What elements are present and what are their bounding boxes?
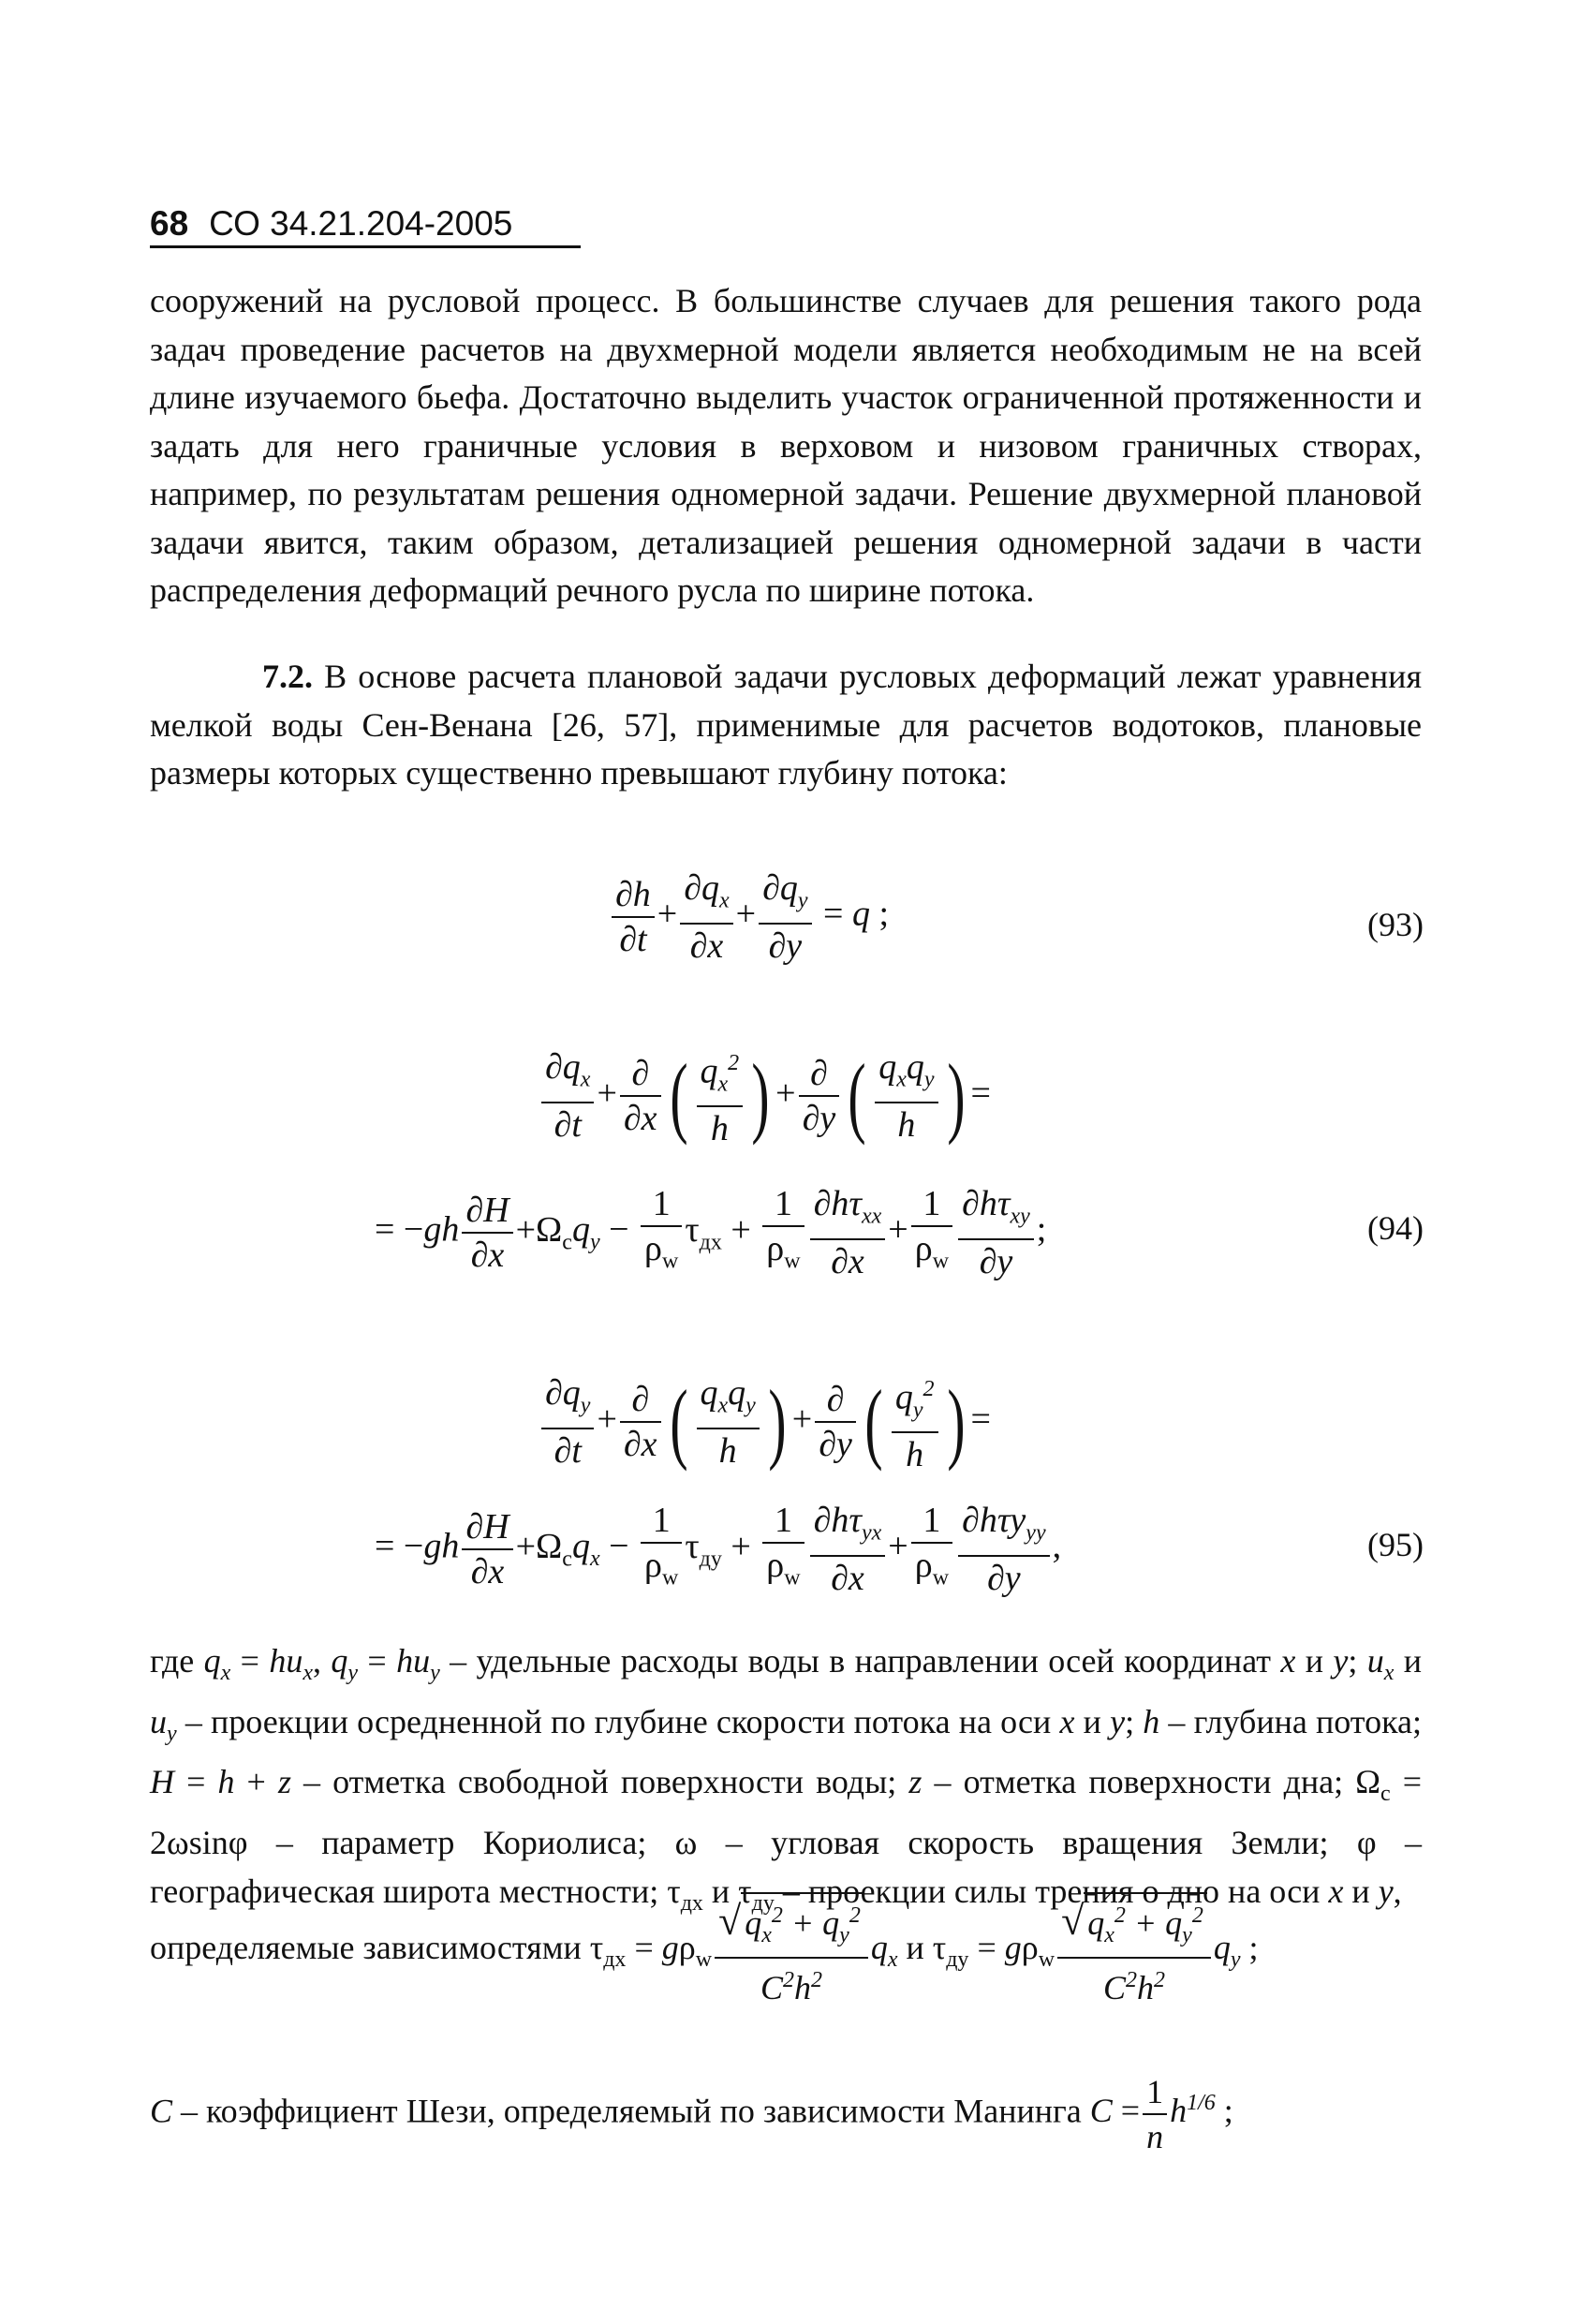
- equation-93: $\frac{\partial h}{\partial t}$ + $\frac{\partial q_x}{\partial x}$ + $\frac{\partial q_y}{\partial y}$ = q ;: [609, 866, 889, 968]
- paragraph-definitions: где $q_x = hu_x$, $q_y = hu_y$ – удельные расходы воды в направлении осей координат x и y; $u_x$ и $u_y$ – проекции осредненной по глубине скорости потока на оси x и y; h – глубина потока; H = h + z – отметка свободной поверхности воды; z – отметка поверхности дна; $\Omega_c = 2\omega\sin\varphi$ – параметр Кориолиса; ω – угловая скорость вращения Земли; φ – географическая широта местности; $\tau_{дx}$ и $\tau_{дy}$ – проекции силы трения о дно на оси x и y,: [150, 1642, 1423, 1916]
- running-header: [150, 204, 581, 248]
- friction-formulas: определяемые зависимостями $\tau_{дx} = g\rho_w$ $\frac{√ q_x^2 + q_y^2}{C^2h^2}$ $q_x$ и $\tau_{дy} = g\rho_w$ $\frac{√ q_x^2 + q_y^2}{C^2h^2}$ $q_y$ ;: [150, 1892, 1259, 2009]
- equation-number-93: (93): [1367, 906, 1424, 943]
- equation-95-line1: $\frac{\partial q_y}{\partial t}$ + $\frac{\partial}{\partial x}$ ( $\frac{q_xq_y}{h}$ ) + $\frac{\partial}{\partial y}$ ( $\frac{q_y^2}{h}$ ) =: [539, 1368, 991, 1476]
- def-angular-velocity: угловая скорость вращения Земли;: [771, 1824, 1329, 1862]
- def-free-surface: отметка свободной поверхности воды;: [332, 1763, 897, 1801]
- def-depth: глубина потока;: [1193, 1702, 1422, 1740]
- document-code: СО 34.21.204-2005: [209, 204, 513, 243]
- paragraph-intro: сооружений на русловой процесс. В большинстве случаев для решения такого рода задач проведение расчетов на двухмерной модели является необходимым не на всей длине изучаемого бьефа. Достаточно выделить участок ограниченной протяженности и задать для него граничные условия в верховом и низовом граничных створах, например, по результатам решения одномерной задачи. Решение двухмерной плановой задачи явится, таким образом, детализацией решения одномерной задачи в части распределения деформаций речного русла по ширине потока.: [150, 282, 1422, 609]
- determined-by-label: определяемые зависимостями: [150, 1928, 582, 1966]
- page-number: 68: [150, 204, 189, 243]
- equation-94-line1: $\frac{\partial q_x}{\partial t}$ + $\frac{\partial}{\partial x}$ ( $\frac{q_x^2}{h}$ ) + $\frac{\partial}{\partial y}$ ( $\frac{q_xq_y}{h}$ ) =: [539, 1042, 991, 1150]
- def-friction: проекции силы трения о дно на оси: [807, 1872, 1321, 1910]
- def-latitude: географическая широта местности;: [150, 1872, 659, 1910]
- equation-95-line2: = −gh $\frac{\partial H}{\partial x}$ $+\Omega_cq_x$ − $\frac{1}{\rho_w}$ $\tau_{дy}$ + $\frac{1}{\rho_w}$ $\frac{\partial h\tau_{yx}}{\partial x}$ + $\frac{1}{\rho_w}$ $\frac{\partial h\tau y_{yy}}{\partial y}$ ,: [375, 1501, 1062, 1598]
- equation-94-line2: = −gh $\frac{\partial H}{\partial x}$ $+\Omega_cq_y$ − $\frac{1}{\rho_w}$ $\tau_{дx}$ + $\frac{1}{\rho_w}$ $\frac{\partial h\tau_{xx}}{\partial x}$ + $\frac{1}{\rho_w}$ $\frac{\partial h\tau_{xy}}{\partial y}$ ;: [375, 1184, 1047, 1281]
- section-text: В основе расчета плановой задачи русловых деформаций лежат уравнения мелкой воды Сен-Венана [26, 57], применимые для расчетов водотоков, плановые размеры которых существенно превышают глубину потока:: [150, 658, 1423, 792]
- paragraph-section-7-2: [150, 653, 1422, 798]
- chezy-label: коэффициент Шези, определяемый по зависимости Манинга: [206, 2092, 1082, 2130]
- section-number: 7.2.: [262, 658, 313, 695]
- def-bed-level: отметка поверхности дна;: [963, 1763, 1344, 1801]
- def-velocity-projections: проекции осредненной по глубине скорости потока на оси: [211, 1702, 1052, 1740]
- chezy-line: C – коэффициент Шези, определяемый по зависимости Манинга C = $\frac{1}{n}$ $h^{1/6}$ ;: [150, 2070, 1233, 2158]
- def-specific-discharge: удельные расходы воды в направлении осей координат: [476, 1642, 1271, 1680]
- equation-number-94: (94): [1367, 1209, 1424, 1247]
- equation-number-95: (95): [1367, 1526, 1424, 1563]
- def-coriolis: параметр Кориолиса;: [321, 1824, 647, 1862]
